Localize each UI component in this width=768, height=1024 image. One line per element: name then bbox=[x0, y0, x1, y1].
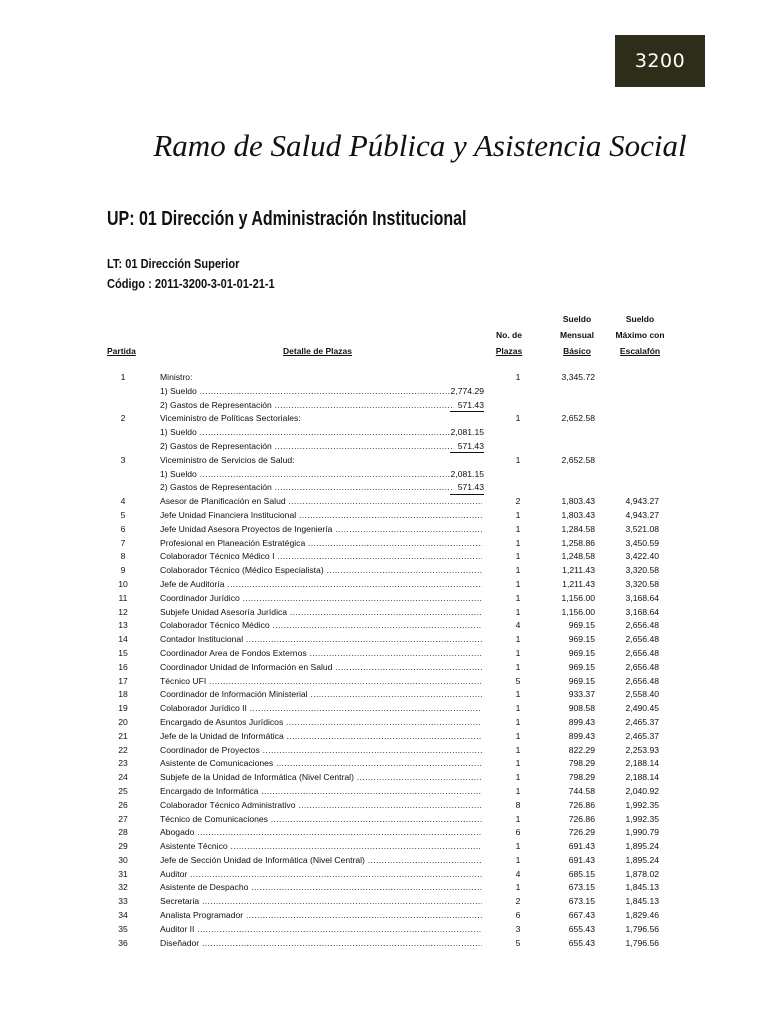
table-row bbox=[0, 881, 768, 895]
row-partida: 10 bbox=[118, 578, 128, 589]
code-label: Código : bbox=[107, 276, 152, 291]
row-sueldo-basico: 1,803.43 bbox=[561, 509, 595, 520]
table-row bbox=[0, 509, 768, 523]
row-sueldo-maximo: 3,320.58 bbox=[625, 565, 659, 576]
row-partida: 28 bbox=[118, 827, 128, 838]
row-sueldo-basico: 1,284.58 bbox=[561, 523, 595, 534]
row-detalle: Jefe de Sección Unidad de Informática (Nivel Central) ..... bbox=[160, 854, 482, 868]
row-partida: 27 bbox=[118, 813, 128, 824]
table-row bbox=[0, 564, 768, 578]
table-row bbox=[0, 495, 768, 509]
subrow-value: 571.43 bbox=[450, 440, 484, 454]
row-sueldo-maximo: 2,656.48 bbox=[625, 661, 659, 672]
row-plazas: 6 bbox=[515, 827, 521, 838]
row-plazas: 1 bbox=[515, 772, 521, 783]
row-detalle: Secretaria ..... bbox=[160, 895, 482, 909]
row-plazas: 4 bbox=[515, 620, 521, 631]
table-row bbox=[0, 854, 768, 868]
row-detalle: Encargado de Informática ..... bbox=[160, 785, 482, 799]
table-row bbox=[0, 578, 768, 592]
row-sueldo-basico: 969.15 bbox=[568, 675, 595, 686]
row-partida: 25 bbox=[118, 785, 128, 796]
row-sueldo-basico: 969.15 bbox=[568, 634, 595, 645]
row-detalle: Coordinador de Información Ministerial ..... bbox=[160, 688, 482, 702]
row-partida: 19 bbox=[118, 703, 128, 714]
row-sueldo-maximo: 1,845.13 bbox=[625, 896, 659, 907]
table-row bbox=[0, 371, 768, 385]
row-plazas: 1 bbox=[515, 372, 521, 382]
row-detalle: Coordinador Unidad de Información en Salud ..... bbox=[160, 661, 482, 675]
row-sueldo-basico: 685.15 bbox=[568, 868, 595, 879]
row-sueldo-basico: 1,803.43 bbox=[561, 496, 595, 507]
row-partida: 9 bbox=[120, 565, 126, 576]
row-partida: 20 bbox=[118, 716, 128, 727]
table-row bbox=[0, 923, 768, 937]
table-row bbox=[0, 675, 768, 689]
row-plazas: 1 bbox=[515, 634, 521, 645]
table-row bbox=[0, 619, 768, 633]
row-sueldo-maximo: 2,188.14 bbox=[625, 772, 659, 783]
table-row bbox=[0, 550, 768, 564]
row-sueldo-maximo: 3,168.64 bbox=[625, 592, 659, 603]
row-sueldo-maximo: 1,796.56 bbox=[625, 937, 659, 948]
table-row bbox=[0, 661, 768, 675]
code-value: 2011-3200-3-01-01-21-1 bbox=[154, 276, 275, 291]
row-partida: 35 bbox=[118, 923, 128, 934]
row-sueldo-basico: 798.29 bbox=[568, 758, 595, 769]
row-detalle: Colaborador Técnico Administrativo ..... bbox=[160, 799, 482, 813]
row-sueldo-basico: 1,248.58 bbox=[561, 551, 595, 562]
table-row bbox=[0, 757, 768, 771]
row-plazas: 1 bbox=[515, 854, 521, 865]
subrow-label: 2) Gastos de Representación ..... bbox=[160, 481, 454, 495]
row-detalle: Diseñador ..... bbox=[160, 937, 482, 951]
subrow-value: 2,774.29 bbox=[450, 385, 484, 396]
row-sueldo-maximo: 2,656.48 bbox=[625, 634, 659, 645]
document-title: Ramo de Salud Pública y Asistencia Social bbox=[153, 128, 687, 163]
row-plazas: 1 bbox=[515, 730, 521, 741]
row-sueldo-maximo: 1,829.46 bbox=[625, 910, 659, 921]
row-plazas: 1 bbox=[515, 813, 521, 824]
header-sueldo-maximo: Sueldo Máximo con Escalafón bbox=[615, 314, 665, 356]
row-partida: 12 bbox=[118, 606, 128, 617]
table-row bbox=[0, 592, 768, 606]
table-subrow bbox=[0, 399, 768, 413]
table-row bbox=[0, 868, 768, 882]
row-plazas: 1 bbox=[515, 841, 521, 852]
row-sueldo-maximo: 1,990.79 bbox=[625, 827, 659, 838]
table-row bbox=[0, 744, 768, 758]
table-row bbox=[0, 909, 768, 923]
row-plazas: 1 bbox=[515, 744, 521, 755]
subrow-value: 2,081.15 bbox=[450, 468, 484, 479]
row-partida: 18 bbox=[118, 689, 128, 700]
row-plazas: 1 bbox=[515, 703, 521, 714]
page-section-badge: 3200 bbox=[615, 35, 705, 87]
row-sueldo-maximo: 3,168.64 bbox=[625, 606, 659, 617]
row-sueldo-maximo: 2,656.48 bbox=[625, 620, 659, 631]
row-partida: 4 bbox=[120, 496, 126, 507]
row-sueldo-basico: 1,211.43 bbox=[562, 578, 595, 589]
row-sueldo-basico: 2,652.58 bbox=[561, 413, 595, 424]
table-row bbox=[0, 647, 768, 661]
table-row bbox=[0, 785, 768, 799]
table-row bbox=[0, 716, 768, 730]
row-plazas: 1 bbox=[515, 592, 521, 603]
subrow-value: 2,081.15 bbox=[450, 427, 484, 438]
row-partida: 14 bbox=[118, 634, 128, 645]
row-partida: 15 bbox=[118, 647, 128, 658]
row-plazas: 1 bbox=[515, 661, 521, 672]
row-detalle: Técnico UFI ..... bbox=[160, 675, 482, 689]
row-plazas: 8 bbox=[515, 799, 521, 810]
row-partida: 17 bbox=[118, 675, 128, 686]
row-partida: 16 bbox=[118, 661, 128, 672]
row-sueldo-basico: 655.43 bbox=[568, 923, 595, 934]
table-row bbox=[0, 895, 768, 909]
row-plazas: 4 bbox=[515, 868, 521, 879]
row-partida: 24 bbox=[118, 772, 128, 783]
table-row bbox=[0, 799, 768, 813]
subrow-label: 2) Gastos de Representación ..... bbox=[160, 440, 454, 454]
row-sueldo-maximo: 3,320.58 bbox=[625, 578, 659, 589]
table-subrow bbox=[0, 468, 768, 482]
row-detalle: Técnico de Comunicaciones ..... bbox=[160, 813, 482, 827]
row-sueldo-maximo: 2,040.92 bbox=[625, 785, 659, 796]
row-sueldo-basico: 655.43 bbox=[568, 937, 595, 948]
row-plazas: 1 bbox=[515, 523, 521, 534]
row-partida: 21 bbox=[118, 730, 128, 741]
row-sueldo-maximo: 1,992.35 bbox=[625, 799, 659, 810]
row-sueldo-basico: 899.43 bbox=[568, 730, 595, 741]
row-sueldo-basico: 744.58 bbox=[568, 785, 595, 796]
row-partida: 29 bbox=[118, 841, 128, 852]
row-partida: 33 bbox=[118, 896, 128, 907]
row-partida: 30 bbox=[118, 854, 128, 865]
row-detalle: Colaborador Técnico Médico I ..... bbox=[160, 550, 482, 564]
subrow-label: 1) Sueldo ..... bbox=[160, 468, 454, 482]
row-partida: 3 bbox=[120, 454, 126, 465]
table-row bbox=[0, 937, 768, 951]
row-detalle: Asistente de Comunicaciones ..... bbox=[160, 757, 482, 771]
row-sueldo-maximo: 1,992.35 bbox=[625, 813, 659, 824]
row-detalle: Viceministro de Políticas Sectoriales: bbox=[160, 413, 301, 424]
subrow-label: 1) Sueldo ..... bbox=[160, 426, 454, 440]
row-partida: 2 bbox=[120, 413, 126, 424]
row-sueldo-maximo: 2,188.14 bbox=[625, 758, 659, 769]
code-line bbox=[107, 276, 275, 291]
row-detalle: Subjefe Unidad Asesoría Jurídica ..... bbox=[160, 606, 482, 620]
row-sueldo-maximo: 2,465.37 bbox=[625, 716, 659, 727]
row-sueldo-maximo: 2,656.48 bbox=[625, 675, 659, 686]
row-detalle: Colaborador Técnico (Médico Especialista) ..... bbox=[160, 564, 482, 578]
row-sueldo-basico: 691.43 bbox=[568, 841, 595, 852]
row-plazas: 1 bbox=[515, 606, 521, 617]
row-sueldo-maximo: 4,943.27 bbox=[625, 496, 659, 507]
table-row bbox=[0, 702, 768, 716]
row-detalle: Abogado ..... bbox=[160, 826, 482, 840]
row-sueldo-basico: 1,211.43 bbox=[562, 565, 595, 576]
line-heading: LT: 01 Dirección Superior bbox=[107, 256, 240, 271]
table-row bbox=[0, 412, 768, 426]
row-partida: 7 bbox=[120, 537, 126, 548]
row-sueldo-maximo: 2,465.37 bbox=[625, 730, 659, 741]
row-partida: 23 bbox=[118, 758, 128, 769]
row-detalle: Auditor ..... bbox=[160, 868, 482, 882]
row-detalle: Asistente de Despacho ..... bbox=[160, 881, 482, 895]
row-sueldo-maximo: 2,558.40 bbox=[625, 689, 659, 700]
row-sueldo-maximo: 2,656.48 bbox=[625, 647, 659, 658]
row-plazas: 2 bbox=[515, 896, 521, 907]
row-detalle: Coordinador Jurídico ..... bbox=[160, 592, 482, 606]
table-row bbox=[0, 730, 768, 744]
row-sueldo-maximo: 3,521.08 bbox=[625, 523, 659, 534]
positions-table bbox=[0, 371, 768, 950]
row-partida: 8 bbox=[120, 551, 126, 562]
row-detalle: Jefe Unidad Financiera Institucional ..... bbox=[160, 509, 482, 523]
row-partida: 11 bbox=[118, 592, 128, 603]
table-subrow bbox=[0, 481, 768, 495]
row-plazas: 1 bbox=[515, 565, 521, 576]
row-detalle: Auditor II ..... bbox=[160, 923, 482, 937]
row-detalle: Contador Institucional ..... bbox=[160, 633, 482, 647]
row-sueldo-basico: 726.86 bbox=[568, 799, 595, 810]
row-plazas: 1 bbox=[515, 578, 521, 589]
header-partida: Partida bbox=[107, 346, 136, 356]
row-sueldo-maximo: 3,450.59 bbox=[625, 537, 659, 548]
table-subrow bbox=[0, 426, 768, 440]
row-detalle: Jefe de la Unidad de Informática ..... bbox=[160, 730, 482, 744]
row-sueldo-maximo: 4,943.27 bbox=[625, 509, 659, 520]
table-row bbox=[0, 523, 768, 537]
row-detalle: Jefe de Auditoría ..... bbox=[160, 578, 482, 592]
header-sueldo-basico: Sueldo Mensual Básico bbox=[559, 314, 594, 356]
row-sueldo-basico: 908.58 bbox=[568, 703, 595, 714]
row-plazas: 1 bbox=[515, 413, 521, 424]
row-sueldo-basico: 1,156.00 bbox=[561, 606, 595, 617]
subrow-value: 571.43 bbox=[450, 399, 484, 413]
row-sueldo-basico: 1,156.00 bbox=[561, 592, 595, 603]
row-detalle: Profesional en Planeación Estratégica ..... bbox=[160, 537, 482, 551]
row-partida: 32 bbox=[118, 882, 128, 893]
row-detalle: Analista Programador ..... bbox=[160, 909, 482, 923]
row-plazas: 2 bbox=[515, 496, 521, 507]
row-detalle: Viceministro de Servicios de Salud: bbox=[160, 454, 295, 465]
row-sueldo-basico: 969.15 bbox=[568, 620, 595, 631]
row-plazas: 5 bbox=[515, 675, 521, 686]
row-plazas: 1 bbox=[515, 882, 521, 893]
row-partida: 13 bbox=[118, 620, 128, 631]
row-sueldo-basico: 726.29 bbox=[568, 827, 595, 838]
row-plazas: 1 bbox=[515, 758, 521, 769]
table-subrow bbox=[0, 440, 768, 454]
row-detalle: Coordinador Area de Fondos Externos ..... bbox=[160, 647, 482, 661]
header-detalle: Detalle de Plazas bbox=[283, 346, 352, 356]
row-detalle: Asistente Técnico ..... bbox=[160, 840, 482, 854]
row-plazas: 1 bbox=[515, 551, 521, 562]
row-plazas: 1 bbox=[515, 689, 521, 700]
table-row bbox=[0, 688, 768, 702]
table-row bbox=[0, 606, 768, 620]
row-plazas: 3 bbox=[515, 923, 521, 934]
row-sueldo-maximo: 3,422.40 bbox=[625, 551, 659, 562]
row-sueldo-maximo: 1,895.24 bbox=[625, 854, 659, 865]
row-sueldo-basico: 822.29 bbox=[568, 744, 595, 755]
row-sueldo-maximo: 1,845.13 bbox=[625, 882, 659, 893]
table-row bbox=[0, 771, 768, 785]
row-partida: 5 bbox=[120, 509, 126, 520]
row-sueldo-basico: 691.43 bbox=[568, 854, 595, 865]
row-plazas: 1 bbox=[515, 785, 521, 796]
row-sueldo-maximo: 1,796.56 bbox=[625, 923, 659, 934]
row-sueldo-basico: 673.15 bbox=[568, 882, 595, 893]
row-sueldo-basico: 969.15 bbox=[568, 661, 595, 672]
row-partida: 6 bbox=[120, 523, 126, 534]
row-detalle: Jefe Unidad Asesora Proyectos de Ingeniería ..... bbox=[160, 523, 482, 537]
row-plazas: 1 bbox=[515, 537, 521, 548]
table-subrow bbox=[0, 385, 768, 399]
row-plazas: 6 bbox=[515, 910, 521, 921]
row-sueldo-basico: 673.15 bbox=[568, 896, 595, 907]
row-sueldo-maximo: 1,895.24 bbox=[625, 841, 659, 852]
row-plazas: 1 bbox=[515, 454, 521, 465]
table-row bbox=[0, 813, 768, 827]
row-detalle: Coordinador de Proyectos ..... bbox=[160, 744, 482, 758]
row-detalle: Asesor de Planificación en Salud ..... bbox=[160, 495, 482, 509]
row-sueldo-basico: 1,258.86 bbox=[561, 537, 595, 548]
row-plazas: 1 bbox=[515, 509, 521, 520]
row-sueldo-maximo: 2,490.45 bbox=[625, 703, 659, 714]
row-partida: 34 bbox=[118, 910, 128, 921]
row-sueldo-maximo: 1,878.02 bbox=[625, 868, 659, 879]
subrow-value: 571.43 bbox=[450, 481, 484, 495]
subrow-label: 1) Sueldo ..... bbox=[160, 385, 454, 399]
table-row bbox=[0, 826, 768, 840]
table-row bbox=[0, 840, 768, 854]
row-partida: 26 bbox=[118, 799, 128, 810]
row-plazas: 1 bbox=[515, 647, 521, 658]
unit-heading: UP: 01 Dirección y Administración Institucional bbox=[107, 208, 467, 230]
row-sueldo-basico: 726.86 bbox=[568, 813, 595, 824]
table-row bbox=[0, 633, 768, 647]
row-sueldo-basico: 3,345.72 bbox=[561, 372, 595, 382]
row-partida: 36 bbox=[118, 937, 128, 948]
header-plazas: No. de Plazas bbox=[495, 330, 523, 356]
row-detalle: Ministro: bbox=[160, 372, 193, 382]
row-sueldo-basico: 798.29 bbox=[568, 772, 595, 783]
row-partida: 31 bbox=[118, 868, 128, 879]
table-row bbox=[0, 537, 768, 551]
row-plazas: 1 bbox=[515, 716, 521, 727]
table-row bbox=[0, 454, 768, 468]
row-plazas: 5 bbox=[515, 937, 521, 948]
row-sueldo-basico: 2,652.58 bbox=[561, 454, 595, 465]
row-sueldo-basico: 933.37 bbox=[568, 689, 595, 700]
row-detalle: Subjefe de la Unidad de Informática (Nivel Central) ..... bbox=[160, 771, 482, 785]
row-sueldo-basico: 667.43 bbox=[568, 910, 595, 921]
row-partida: 22 bbox=[118, 744, 128, 755]
row-detalle: Colaborador Jurídico II ..... bbox=[160, 702, 482, 716]
row-sueldo-maximo: 2,253.93 bbox=[625, 744, 659, 755]
row-partida: 1 bbox=[120, 372, 126, 382]
row-sueldo-basico: 969.15 bbox=[568, 647, 595, 658]
row-detalle: Colaborador Técnico Médico ..... bbox=[160, 619, 482, 633]
subrow-label: 2) Gastos de Representación ..... bbox=[160, 399, 454, 413]
row-detalle: Encargado de Asuntos Jurídicos ..... bbox=[160, 716, 482, 730]
row-sueldo-basico: 899.43 bbox=[568, 716, 595, 727]
